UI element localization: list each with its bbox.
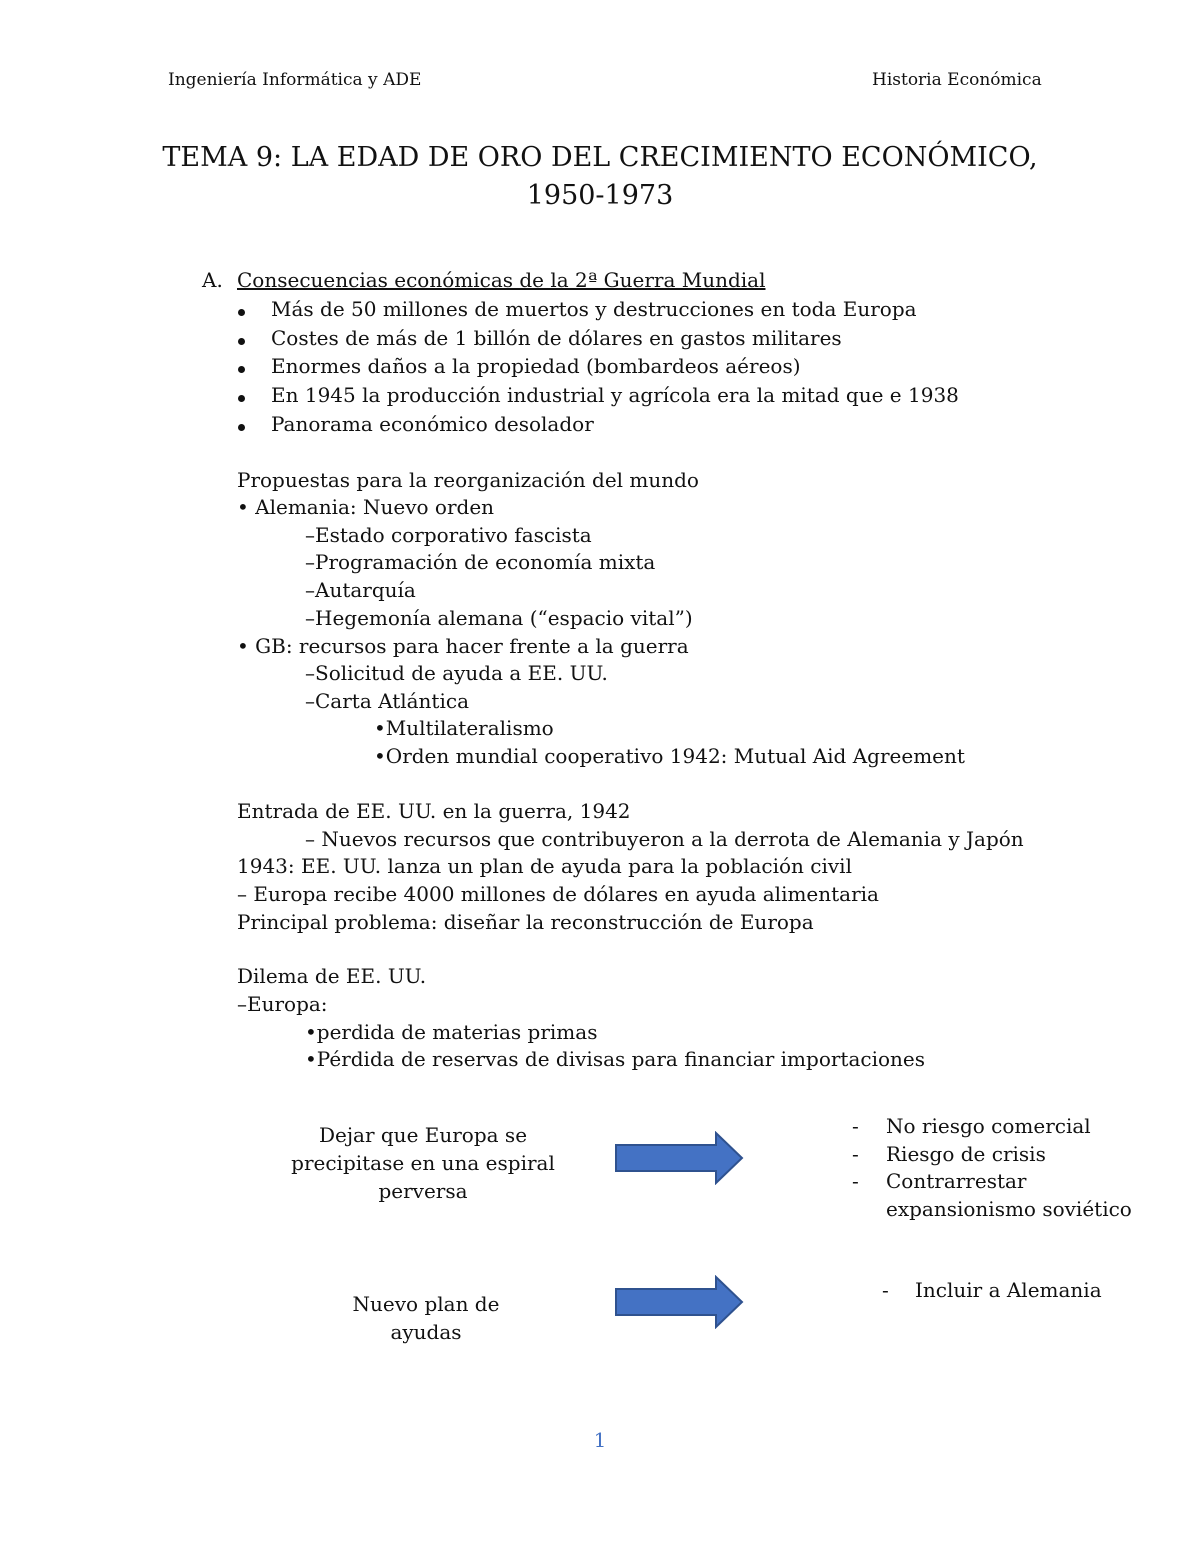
section-heading: Consecuencias económicas de la 2ª Guerra Mundial bbox=[237, 268, 766, 292]
list-item: • Alemania: Nuevo orden bbox=[237, 495, 495, 519]
list-item: –Solicitud de ayuda a EE. UU. bbox=[305, 661, 608, 685]
list-item: Costes de más de 1 billón de dólares en gastos militares bbox=[271, 326, 842, 350]
list-item: Enormes daños a la propiedad (bombardeos aéreos) bbox=[271, 354, 801, 378]
list-item: Panorama económico desolador bbox=[271, 412, 594, 436]
list-item: Más de 50 millones de muertos y destrucciones en toda Europa bbox=[271, 297, 917, 321]
diagram-box-2: Nuevo plan de ayudas bbox=[352, 1292, 500, 1344]
page-title-line2: 1950-1973 bbox=[526, 180, 674, 211]
list-item: –Carta Atlántica bbox=[305, 689, 469, 713]
result-item: No riesgo comercial bbox=[886, 1114, 1091, 1138]
header-left: Ingeniería Informática y ADE bbox=[168, 70, 422, 90]
list-item: •perdida de materias primas bbox=[305, 1020, 598, 1044]
list-item: • GB: recursos para hacer frente a la guerra bbox=[237, 634, 689, 658]
list-item: –Europa: bbox=[237, 992, 328, 1016]
propuestas-heading: Propuestas para la reorganización del mundo bbox=[237, 468, 699, 492]
diagram-box-1: Dejar que Europa se precipitase en una espiral perversa bbox=[291, 1123, 555, 1203]
paragraph-line: Entrada de EE. UU. en la guerra, 1942 bbox=[237, 799, 631, 823]
list-item: En 1945 la producción industrial y agrícola era la mitad que e 1938 bbox=[271, 383, 959, 407]
paragraph-line: Principal problema: diseñar la reconstrucción de Europa bbox=[237, 910, 814, 934]
page-title-line1: TEMA 9: LA EDAD DE ORO DEL CRECIMIENTO ECONÓMICO, bbox=[162, 142, 1038, 173]
dash-marker: - bbox=[852, 1142, 859, 1166]
bullet-dot bbox=[238, 424, 245, 431]
bullet-dot bbox=[238, 338, 245, 345]
header-right: Historia Económica bbox=[872, 70, 1042, 90]
result-item: Riesgo de crisis bbox=[886, 1142, 1046, 1166]
bullet-dot bbox=[238, 395, 245, 402]
right-arrow-icon bbox=[614, 1131, 746, 1185]
list-item: –Hegemonía alemana (“espacio vital”) bbox=[305, 606, 693, 630]
section-marker: A. bbox=[202, 268, 223, 292]
list-item: •Multilateralismo bbox=[374, 716, 554, 740]
page-number: 1 bbox=[593, 1428, 607, 1452]
list-item: •Orden mundial cooperativo 1942: Mutual Aid Agreement bbox=[374, 744, 965, 768]
paragraph-line: – Nuevos recursos que contribuyeron a la derrota de Alemania y Japón bbox=[305, 827, 1024, 851]
paragraph-line: 1943: EE. UU. lanza un plan de ayuda para la población civil bbox=[237, 854, 852, 878]
right-arrow-icon bbox=[614, 1275, 746, 1329]
dash-marker: - bbox=[852, 1169, 859, 1193]
dash-marker: - bbox=[852, 1114, 859, 1138]
bullet-dot bbox=[238, 309, 245, 316]
list-item: –Programación de economía mixta bbox=[305, 550, 656, 574]
result-item: expansionismo soviético bbox=[886, 1197, 1132, 1221]
list-item: –Estado corporativo fascista bbox=[305, 523, 592, 547]
result-item: Incluir a Alemania bbox=[915, 1278, 1102, 1302]
result-item: Contrarrestar bbox=[886, 1169, 1027, 1193]
paragraph-line: – Europa recibe 4000 millones de dólares en ayuda alimentaria bbox=[237, 882, 879, 906]
dilema-heading: Dilema de EE. UU. bbox=[237, 964, 427, 988]
bullet-dot bbox=[238, 366, 245, 373]
dash-marker: - bbox=[882, 1278, 889, 1302]
list-item: •Pérdida de reservas de divisas para financiar importaciones bbox=[305, 1047, 926, 1071]
list-item: –Autarquía bbox=[305, 578, 416, 602]
